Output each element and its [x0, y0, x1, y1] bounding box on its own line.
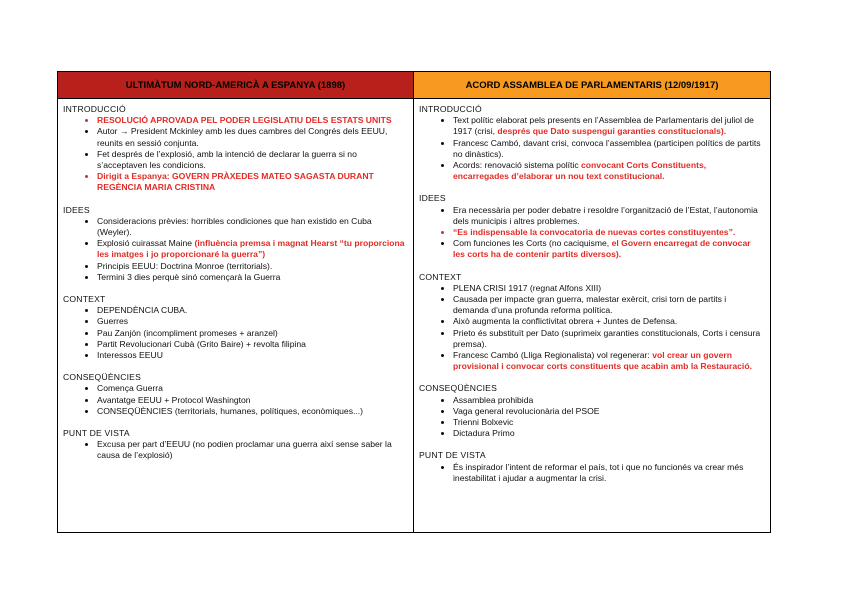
- section-title: CONSEQÜÈNCIES: [419, 383, 498, 394]
- section-title: INTRODUCCIÓ: [419, 104, 482, 114]
- item-text: Explosió cuirassat Maine: [97, 238, 195, 249]
- table-body-row: [58, 99, 770, 532]
- item-text: Dictadura Primo: [453, 428, 515, 439]
- section-idees: [63, 205, 407, 283]
- highlighted-text: Dirigit a Espanya: GOVERN PRÀXEDES MATEO SAGASTA DURANT REGÈNCIA MARIA CRISTINA: [97, 171, 374, 193]
- item-text: Com funciones les Corts (no caciquisme,: [453, 238, 612, 249]
- list-item: [97, 171, 407, 193]
- list-item: [97, 328, 407, 339]
- section-introducci-: [63, 104, 407, 194]
- section-title: CONTEXT: [63, 294, 106, 305]
- left-column-header: ULTIMÀTUM NORD-AMERICÀ A ESPANYA (1898): [58, 72, 414, 98]
- item-text: Causada per impacte gran guerra, malestar exèrcit, crisi torn de partits i demanda d’una profunda reforma política.: [453, 294, 727, 316]
- list-item: [97, 261, 407, 272]
- highlighted-text: el Govern encarregat de convocar les corts ha de contenir partits diversos).: [453, 238, 751, 260]
- bullet-list: [63, 216, 407, 283]
- list-item: [453, 428, 764, 439]
- bullet-list: [419, 205, 764, 261]
- highlighted-text: vol crear un govern provisional i convocar corts constituents que acabin amb la Restauració.: [453, 350, 752, 372]
- list-item: [453, 205, 764, 227]
- item-text: Francesc Cambó (Lliga Regionalista) vol regenerar:: [453, 350, 653, 361]
- section-title: IDEES: [63, 204, 90, 215]
- section-introducci-: [419, 104, 764, 182]
- item-text: Avantatge EEUU + Protocol Washington: [97, 394, 251, 405]
- item-text: Això augmenta la conflictivitat obrera + Juntes de Defensa.: [453, 316, 678, 327]
- item-text: Francesc Cambó, davant crisi, convoca l’assemblea (participen polítics de partits no dinàstics).: [453, 137, 761, 159]
- list-item: [97, 395, 407, 406]
- section-context: [419, 272, 764, 373]
- item-text: Termini 3 dies perquè sinó començarà la Guerra: [97, 271, 281, 282]
- list-item: [97, 406, 407, 417]
- list-item: [453, 294, 764, 316]
- highlighted-text: després que Dato suspengui garanties constitucionals).: [497, 126, 727, 137]
- item-text: Prieto és substituït per Dato (suprimeix garanties constitucionals, Corts i censura premsa).: [453, 327, 761, 349]
- list-item: [453, 462, 764, 484]
- section-context: [63, 294, 407, 361]
- list-item: [97, 272, 407, 283]
- section-title: INTRODUCCIÓ: [63, 104, 126, 114]
- item-text: Partit Revolucionari Cubà (Grito Baire) + revolta filipina: [97, 338, 306, 349]
- list-item: [97, 149, 407, 171]
- bullet-list: [419, 283, 764, 373]
- list-item: [97, 305, 407, 316]
- list-item: [97, 339, 407, 350]
- list-item: [453, 283, 764, 294]
- item-text: Autor → President Mckinley amb les dues cambres del Congrés dels EEUU, reunits en sessió conjunta.: [97, 126, 388, 148]
- highlighted-text: convocant Corts Constituents, encarregades d’elaborar un nou text constitucional.: [453, 160, 707, 182]
- list-item: [97, 439, 407, 461]
- list-item: [453, 417, 764, 428]
- list-item: [453, 115, 764, 137]
- comparison-table: [57, 71, 771, 533]
- section-conseq-ncies: [63, 372, 407, 417]
- item-text: Vaga general revolucionària del PSOE: [453, 405, 600, 416]
- bullet-list: [419, 395, 764, 440]
- right-column: [414, 99, 770, 532]
- section-idees: [419, 193, 764, 260]
- bullet-list: [63, 383, 407, 417]
- section-conseq-ncies: [419, 383, 764, 439]
- section-title: IDEES: [419, 193, 446, 204]
- list-item: [97, 350, 407, 361]
- item-text: DEPENDÈNCIA CUBA.: [97, 305, 188, 316]
- list-item: [97, 383, 407, 394]
- list-item: [97, 126, 407, 148]
- item-text: És inspirador l’intent de reformar el país, tot i que no funcionés va crear més inestabilitat i ajudar a augmentar la crisi.: [453, 461, 744, 483]
- section-title: CONTEXT: [419, 271, 462, 282]
- bullet-list: [63, 115, 407, 193]
- item-text: Principis EEUU: Doctrina Monroe (territorials).: [97, 260, 273, 271]
- list-item: [453, 406, 764, 417]
- list-item: [453, 227, 764, 238]
- item-text: Trienni Bolxevic: [453, 417, 514, 428]
- list-item: [453, 138, 764, 160]
- item-text: Guerres: [97, 316, 129, 327]
- list-item: [97, 238, 407, 260]
- bullet-list: [419, 115, 764, 182]
- item-text: Comença Guerra: [97, 383, 163, 394]
- list-item: [453, 328, 764, 350]
- section-title: CONSEQÜÈNCIES: [63, 372, 142, 383]
- section-punt-de-vista: [63, 428, 407, 462]
- bullet-list: [419, 462, 764, 484]
- item-text: Excusa per part d’EEUU (no podien proclamar una guerra així sense saber la causa de l’explosió): [97, 439, 392, 461]
- bullet-list: [63, 305, 407, 361]
- list-item: [97, 316, 407, 327]
- highlighted-text: RESOLUCIÓ APROVADA PEL PODER LEGISLATIU DELS ESTATS UNITS: [97, 115, 392, 126]
- item-text: Acords: renovació sistema polític: [453, 160, 582, 171]
- item-text: Era necessària per poder debatre i resoldre l’organització de l’Estat, l’autonomia dels municipis i altres problemes.: [453, 204, 758, 226]
- left-column: [58, 99, 414, 532]
- bullet-list: [63, 439, 407, 461]
- item-text: Fet després de l’explosió, amb la intenció de declarar la guerra si no s’acceptaven les condicions.: [97, 148, 357, 171]
- section-punt-de-vista: [419, 450, 764, 484]
- list-item: [97, 216, 407, 238]
- item-text: Consideracions prèvies: horribles condiciones que han existido en Cuba (Weyler).: [97, 215, 372, 238]
- section-title: PUNT DE VISTA: [419, 450, 486, 461]
- list-item: [453, 238, 764, 260]
- list-item: [453, 160, 764, 182]
- list-item: [453, 395, 764, 406]
- list-item: [453, 350, 764, 372]
- right-column-header: ACORD ASSAMBLEA DE PARLAMENTARIS (12/09/1917): [414, 72, 770, 98]
- item-text: Assamblea prohibida: [453, 394, 534, 405]
- highlighted-text: “Es indispensable la convocatoria de nuevas cortes constituyentes”.: [453, 227, 736, 238]
- section-title: PUNT DE VISTA: [63, 428, 130, 439]
- item-text: Text polític elaborat pels presents en l’Assemblea de Parlamentaris del juliol de 1917 (crisi,: [453, 115, 754, 137]
- item-text: Pau Zanjón (incompliment promeses + aranzel): [97, 327, 278, 338]
- list-item: [453, 316, 764, 327]
- item-text: CONSEQÜÈNCIES (territorials, humanes, polítiques, econòmiques...): [97, 405, 364, 416]
- highlighted-text: (influència premsa i magnat Hearst “tu proporciona les imatges i jo proporcionaré la guerra”): [97, 238, 405, 260]
- table-header-row: [58, 72, 770, 99]
- item-text: Interessos EEUU: [97, 350, 163, 361]
- item-text: PLENA CRISI 1917 (regnat Alfons XIII): [453, 282, 602, 293]
- list-item: [97, 115, 407, 126]
